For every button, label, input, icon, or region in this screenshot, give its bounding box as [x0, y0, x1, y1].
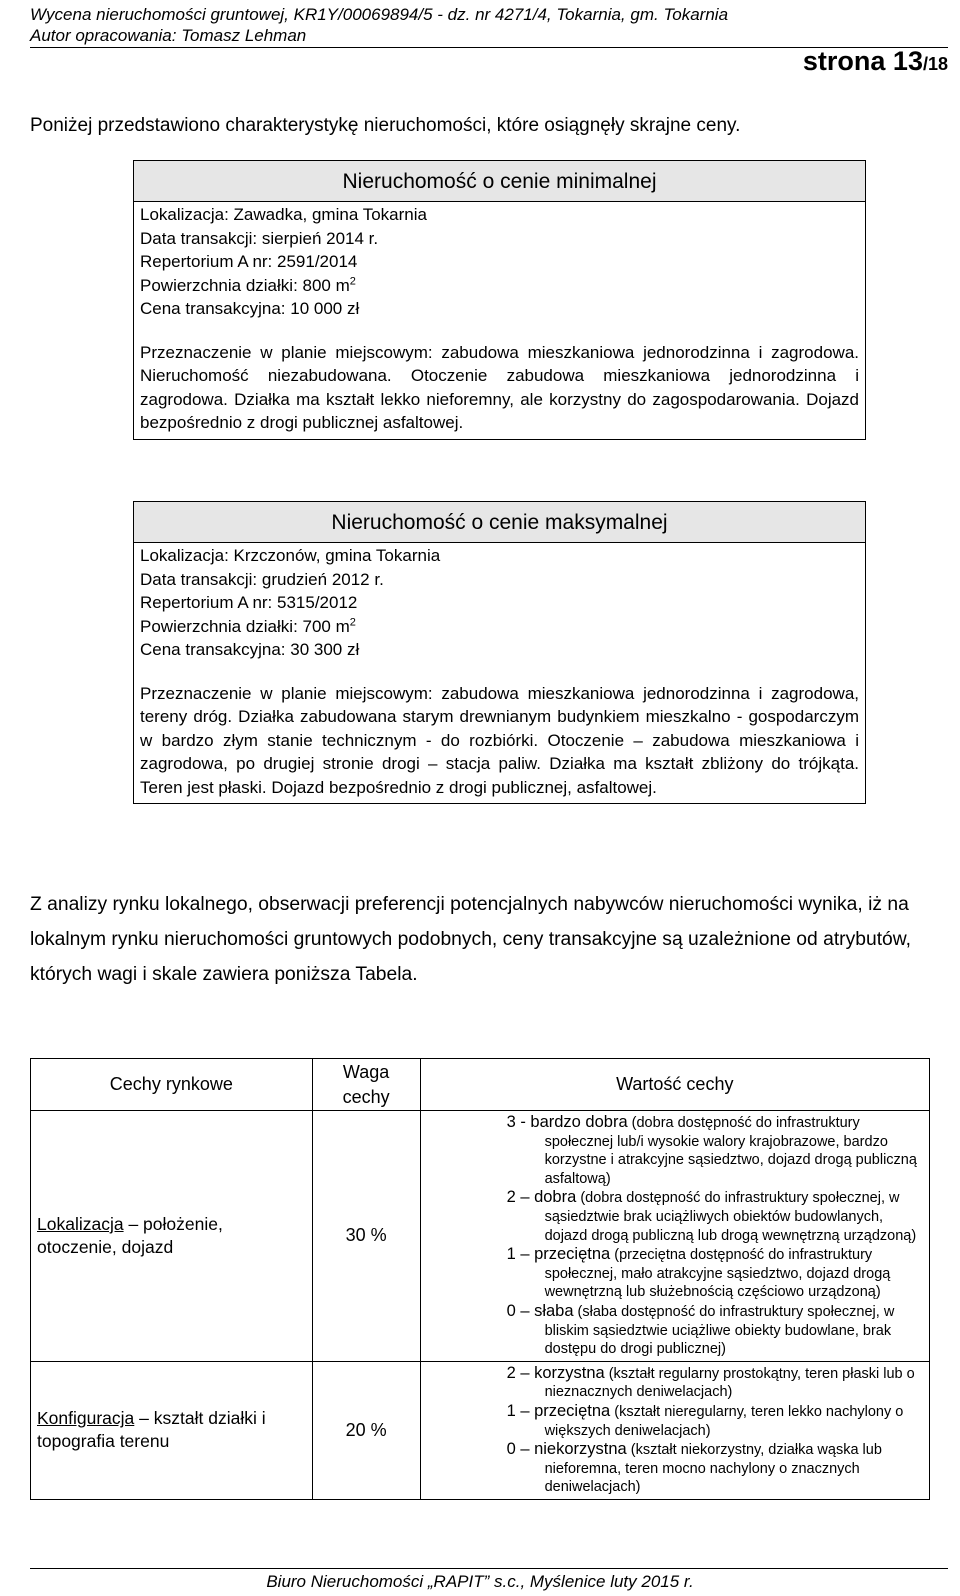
footer-divider: [30, 1568, 948, 1569]
level-label: 2 – korzystna: [506, 1363, 605, 1382]
level-label: 1 – przeciętna: [506, 1401, 611, 1420]
max-price-box: [133, 501, 866, 804]
min-area-sup: 2: [349, 274, 356, 287]
max-box-title: Nieruchomość o cenie maksymalnej: [134, 502, 865, 543]
max-area-text: Powierzchnia działki: 700 m: [140, 616, 350, 636]
max-box-facts: [134, 543, 865, 662]
level-desc: (dobra dostępność do infrastruktury społecznej, w sąsiedztwie brak uciążliwych obiektów budowlanych, dojazd drogą publiczną lub drogą wewnętrzną urządzoną): [544, 1190, 917, 1244]
weight-cell: 30 %: [312, 1111, 420, 1362]
min-box-title: Nieruchomość o cenie minimalnej: [134, 161, 865, 202]
max-description: Przeznaczenie w planie miejscowym: zabudowa mieszkaniowa jednorodzinna i zagrodowa, tereny dróg. Działka zabudowana starym drewnianym budynkiem mieszkalno - gospodarczym w bardzo złym stanie technicznym - do rozbiórki. Otoczenie – zabudowa mieszkaniowa i zagrodowa, po drugiej stronie drogi – stacja paliw. Działka ma kształt zbliżony do trójkąta. Teren jest płaski. Dojazd bezpośrednio z drogi publicznej, asfaltowej.: [140, 683, 859, 797]
table-row: [31, 1361, 930, 1499]
min-price: Cena transakcyjna: 10 000 zł: [140, 299, 360, 318]
level-desc: (kształt regularny prostokątny, teren płaski lub o nieznacznych deniwelacjach): [544, 1365, 915, 1401]
level-item: [507, 1440, 923, 1497]
max-location: Lokalizacja: Krzczonów, gmina Tokarnia: [140, 546, 441, 565]
table-header-row: [31, 1059, 930, 1111]
table-row: [31, 1111, 930, 1362]
min-date: Data transakcji: sierpień 2014 r.: [140, 228, 379, 248]
level-desc: (słaba dostępność do infrastruktury społecznej, w bliskim sąsiedztwie uciążliwe obiekty budowlane, brak dostępu do drogi publicznej): [544, 1303, 895, 1358]
level-item: [507, 1364, 923, 1402]
header-value: Wartość cechy: [420, 1059, 929, 1111]
level-desc: (dobra dostępność do infrastruktury społecznej lub/i wysokie walory krajobrazowe, bardzo korzystne i atrakcyjne sąsiedztwo, dojazd drogą publiczną asfaltową): [544, 1115, 917, 1187]
level-item: [507, 1245, 923, 1302]
header-author: Autor opracowania: Tomasz Lehman: [30, 26, 307, 45]
header-title: Wycena nieruchomości gruntowej, KR1Y/00069894/5 - dz. nr 4271/4, Tokarnia, gm. Tokarnia: [30, 5, 729, 24]
level-label: 1 – przeciętna: [506, 1245, 611, 1264]
max-price: Cena transakcyjna: 30 300 zł: [140, 640, 360, 659]
features-table: [30, 1058, 930, 1500]
intro-text: Poniżej przedstawiono charakterystykę nieruchomości, które osiągnęły skrajne ceny.: [30, 115, 741, 136]
header-feature: Cechy rynkowe: [31, 1059, 313, 1111]
level-label: 0 – słaba: [506, 1301, 574, 1320]
max-repertorium: Repertorium A nr: 5315/2012: [140, 593, 358, 612]
weight-cell: 20 %: [312, 1361, 420, 1499]
min-box-facts: [134, 202, 865, 321]
header-weight: [312, 1059, 420, 1111]
values-cell: [420, 1361, 929, 1499]
level-label: 3 - bardzo dobra: [506, 1113, 628, 1131]
min-area-text: Powierzchnia działki: 800 m: [140, 275, 350, 295]
level-item: [507, 1402, 923, 1440]
header-weight-text: Waga cechy: [342, 1061, 390, 1107]
feature-name: Lokalizacja: [37, 1213, 124, 1234]
max-area: [140, 615, 859, 639]
page-number: [803, 46, 948, 77]
max-area-sup: 2: [349, 615, 356, 628]
page-header: [30, 4, 930, 46]
level-desc: (kształt niekorzystny, działka wąska lub nieforemna, teren mocno nachylony o znacznych deniwelacjach): [544, 1442, 882, 1496]
min-location: Lokalizacja: Zawadka, gmina Tokarnia: [140, 205, 427, 224]
min-repertorium: Repertorium A nr: 2591/2014: [140, 252, 358, 271]
page-label: strona 13: [802, 46, 923, 76]
page-total: /18: [922, 54, 948, 74]
level-desc: (przeciętna dostępność do infrastruktury społecznej, mało atrakcyjne sąsiedztwo, dojazd drogą wewnętrzną lub służebnością częściowo urządzoną): [544, 1247, 891, 1301]
feature-rest: – położenie, otoczenie, dojazd: [37, 1213, 223, 1257]
page-footer: Biuro Nieruchomości „RAPIT” s.c., Myślenice luty 2015 r.: [266, 1572, 694, 1591]
level-desc: (kształt nieregularny, teren lekko nachylony o większych deniwelacjach): [544, 1403, 904, 1439]
feature-cell: [31, 1361, 313, 1499]
level-label: 0 – niekorzystna: [506, 1440, 627, 1459]
level-item: [507, 1188, 923, 1245]
max-date: Data transakcji: grudzień 2012 r.: [140, 569, 384, 589]
feature-cell: [31, 1111, 313, 1362]
min-price-box: [133, 160, 866, 440]
analysis-paragraph: Z analizy rynku lokalnego, obserwacji preferencji potencjalnych nabywców nieruchomości wynika, iż na lokalnym rynku nieruchomości gruntowych podobnych, ceny transakcyjne są uzależnione od atrybutów, których wagi i skale zawiera poniższa Tabela.: [30, 894, 911, 985]
feature-name: Konfiguracja: [37, 1408, 135, 1429]
values-cell: [420, 1111, 929, 1362]
level-item: [507, 1113, 923, 1188]
feature-rest: – kształt działki i topografia terenu: [37, 1408, 266, 1452]
min-area: [140, 274, 859, 298]
min-description: Przeznaczenie w planie miejscowym: zabudowa mieszkaniowa jednorodzinna i zagrodowa. Nieruchomość niezabudowana. Otoczenie zabudowa mieszkaniowa jednorodzinna i zagrodowa. Działka ma kształt lekko nieforemny, ale korzystny do zagospodarowania. Dojazd bezpośrednio z drogi publicznej asfaltowej.: [140, 342, 859, 432]
level-item: [507, 1302, 923, 1359]
level-label: 2 – dobra: [506, 1188, 577, 1207]
